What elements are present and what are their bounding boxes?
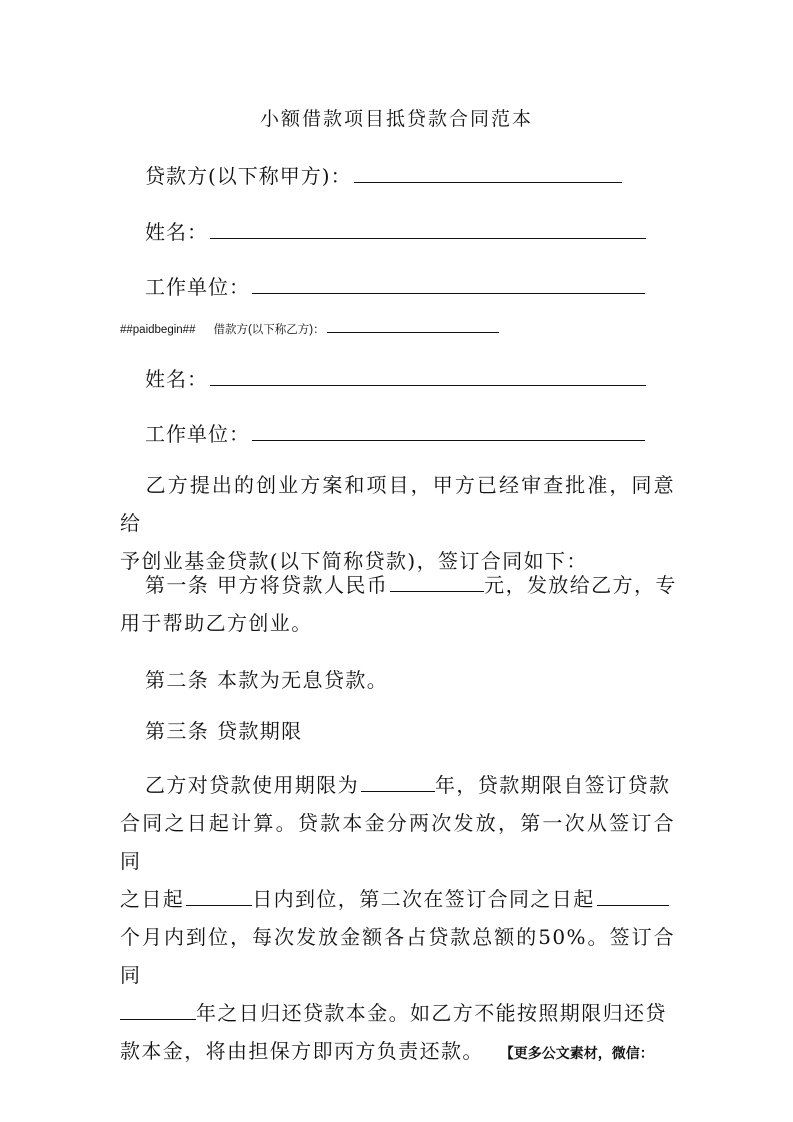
second-months-blank bbox=[597, 903, 669, 906]
borrower-unit-blank bbox=[252, 438, 645, 441]
term-years-blank bbox=[361, 789, 435, 792]
article-1-line-2: 用于帮助乙方创业。 bbox=[120, 611, 313, 635]
intro-line-1: 乙方提出的创业方案和项目，甲方已经审查批准，同意给 bbox=[120, 473, 675, 535]
lender-unit-line bbox=[145, 271, 645, 300]
term-line-1: 乙方对贷款使用期限为 年，贷款期限自签订贷款 bbox=[145, 773, 671, 797]
borrower-blank bbox=[327, 330, 499, 333]
borrower-label: 借款方(以下称乙方)： bbox=[213, 324, 325, 336]
lender-blank bbox=[354, 180, 622, 183]
term-line-2: 合同之日起计算。贷款本金分两次发放，第一次从签订合同 bbox=[120, 811, 675, 873]
document-title: 小额借款项目抵贷款合同范本 bbox=[259, 108, 533, 130]
article-1 bbox=[120, 566, 675, 642]
borrower-name-blank bbox=[210, 383, 646, 386]
lender-name-label: 姓名： bbox=[145, 220, 208, 244]
lender-name-line bbox=[145, 216, 646, 245]
article-3-heading bbox=[120, 712, 675, 750]
article-2-text: 第二条 本款为无息贷款。 bbox=[145, 668, 389, 692]
intro-line-2: 予创业基金贷款(以下简称贷款)，签订合同如下： bbox=[120, 549, 588, 573]
lender-line bbox=[145, 160, 622, 189]
borrower-marker-line bbox=[120, 321, 499, 337]
amount-blank bbox=[390, 589, 484, 592]
term-line-6: 款本金，将由担保方即丙方负责还款。 【更多公文素材，微信： bbox=[120, 1039, 654, 1063]
borrower-name-label: 姓名： bbox=[145, 367, 208, 391]
lender-unit-blank bbox=[252, 291, 645, 294]
promo-text: 【更多公文素材，微信： bbox=[499, 1046, 654, 1062]
borrower-unit-label: 工作单位： bbox=[145, 422, 250, 446]
borrower-name-line bbox=[145, 363, 646, 392]
lender-name-blank bbox=[210, 236, 646, 239]
term-line-3: 之日起 日内到位，第二次在签订合同之日起 bbox=[120, 880, 675, 918]
term-line-5: 年之日归还贷款本金。如乙方不能按照期限归还贷 bbox=[120, 994, 675, 1032]
borrower-unit-line bbox=[145, 418, 645, 447]
paid-marker: ##paidbegin## bbox=[120, 324, 196, 336]
article-3-text: 第三条 贷款期限 bbox=[145, 719, 303, 743]
repay-years-blank bbox=[120, 1017, 196, 1020]
article-2 bbox=[120, 661, 675, 699]
term-paragraph bbox=[120, 766, 675, 1073]
lender-label: 贷款方(以下称甲方)： bbox=[145, 164, 352, 188]
article-1-line-1: 第一条 甲方将贷款人民币 元，发放给乙方，专 bbox=[145, 573, 677, 597]
term-line-4: 个月内到位，每次发放金额各占贷款总额的50%。签订合同 bbox=[120, 925, 675, 987]
lender-unit-label: 工作单位： bbox=[145, 275, 250, 299]
intro-paragraph bbox=[120, 466, 675, 580]
first-days-blank bbox=[186, 903, 252, 906]
